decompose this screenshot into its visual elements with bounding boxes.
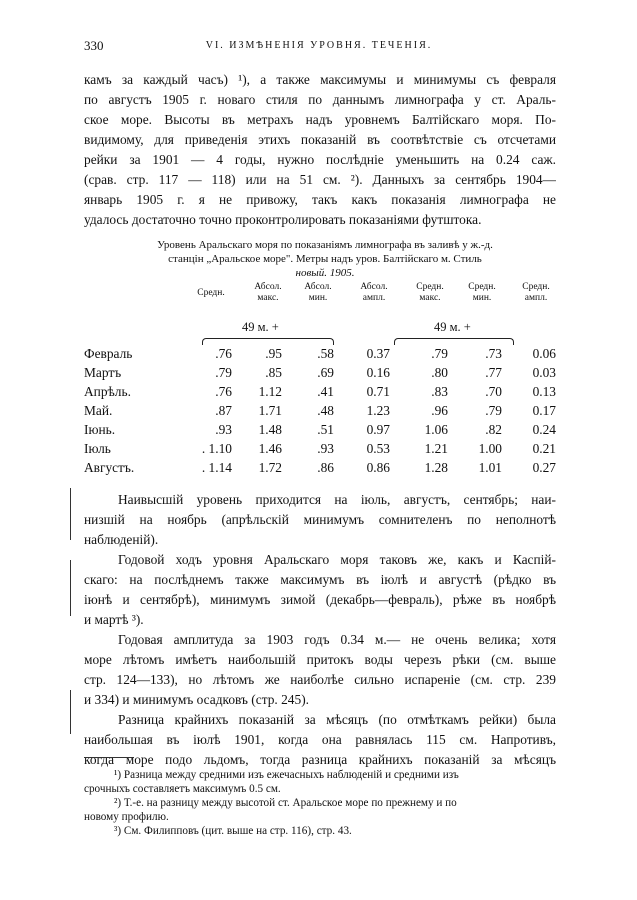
row-month-label: Апрѣль. bbox=[84, 384, 131, 399]
intro-line: январь 1905 г. я не привожу, такъ какъ показанія лимнографа не bbox=[84, 192, 556, 207]
footnotes bbox=[84, 768, 556, 838]
intro-line: рейки за 1901 — 4 годы, нужно послѣдніе уменьшить на 0.24 саж. bbox=[84, 152, 556, 167]
intro-line: ское море. Высоты въ метрахъ надъ уровнемъ Балтійскаго моря. По- bbox=[84, 112, 556, 127]
margin-mark bbox=[70, 488, 71, 540]
intro-line: по августъ 1905 г. новаго стиля по даннымъ лимнографа у ст. Араль- bbox=[84, 92, 556, 107]
row-month-label: Мартъ bbox=[84, 365, 122, 380]
body-line: и 334) и минимумъ осадковъ (стр. 245). bbox=[84, 692, 310, 707]
table-cell: .79 bbox=[431, 346, 448, 361]
table-cell: .79 bbox=[215, 365, 232, 380]
body-line: Разница крайнихъ показаній за мѣсяцъ (по отмѣткамъ рейки) была bbox=[118, 712, 556, 727]
table-cell: .73 bbox=[485, 346, 502, 361]
body-line: море лѣтомъ имѣетъ наибольшій притокъ воды черезъ рѣки (см. выше bbox=[84, 652, 556, 667]
table-cell: 0.27 bbox=[532, 460, 556, 475]
caption-line: станцін „Аральское море". Метры надъ уров. Балтійскаго м. Стиль bbox=[168, 253, 482, 265]
table-cell: 1.12 bbox=[258, 384, 282, 399]
footnote-line: ¹) Разница между средними изъ ежечасныхъ наблюденій и средними изъ bbox=[114, 769, 459, 781]
body-line: когда море подо льдомъ, тогда разница крайнихъ показаній за мѣсяцъ bbox=[84, 752, 556, 767]
col-header-mean: Средн. bbox=[197, 288, 225, 298]
table-cell: 1.48 bbox=[258, 422, 282, 437]
table-cell: . 1.10 bbox=[201, 441, 232, 456]
body-line: Наивысшій уровень приходится на іюль, августъ, сентябрь; наи- bbox=[118, 492, 556, 507]
table-cell: 1.46 bbox=[258, 441, 282, 456]
table-cell: .79 bbox=[485, 403, 502, 418]
table-cell: .76 bbox=[215, 384, 232, 399]
body-line: стр. 124—133), но лѣтомъ же наиболѣе сильно испареніе (см. стр. 239 bbox=[84, 672, 556, 687]
table-cell: .41 bbox=[317, 384, 334, 399]
footnote-line: ²) Т.-е. на разницу между высотой ст. Аральское море по прежнему и по bbox=[114, 797, 457, 809]
brace-left bbox=[202, 338, 334, 345]
table-cell: .77 bbox=[485, 365, 502, 380]
footnote-line: срочныхъ составляетъ максимумъ 0.5 см. bbox=[84, 783, 281, 795]
row-month-label: Май. bbox=[84, 403, 113, 418]
footnote-rule bbox=[84, 757, 134, 758]
table-cell: .48 bbox=[317, 403, 334, 418]
table-cell: .70 bbox=[485, 384, 502, 399]
brace-right bbox=[394, 338, 514, 345]
body-line: и мартѣ ³). bbox=[84, 612, 144, 627]
table-cell: 0.16 bbox=[366, 365, 390, 380]
col-header-abs-max: Абсол. макс. bbox=[254, 282, 282, 303]
col-header-abs-ampl: Абсол. ампл. bbox=[360, 282, 388, 303]
table-cell: 0.17 bbox=[532, 403, 556, 418]
intro-line: камъ за каждый часъ) ¹), а также максимумы и минимумы съ февраля bbox=[84, 72, 556, 87]
col-header-mean-min: Средн. мин. bbox=[468, 282, 496, 303]
page-number: 330 bbox=[84, 38, 104, 53]
row-month-label: Іюнь. bbox=[84, 422, 116, 437]
base-level-right: 49 м. + bbox=[434, 320, 471, 334]
table-cell: .85 bbox=[265, 365, 282, 380]
table-cell: .82 bbox=[485, 422, 502, 437]
body-line: Годовой ходъ уровня Аральскаго моря таковъ же, какъ и Каспій- bbox=[118, 552, 556, 567]
margin-mark bbox=[70, 690, 71, 734]
table-cell: 0.97 bbox=[366, 422, 390, 437]
table-cell: 0.37 bbox=[366, 346, 390, 361]
body-line: наибольшая въ іюлѣ 1901, когда она равнялась 115 см. Напротивъ, bbox=[84, 732, 556, 747]
col-header-mean-max: Средн. макс. bbox=[416, 282, 444, 303]
table-cell: 1.06 bbox=[424, 422, 448, 437]
table-cell: .96 bbox=[431, 403, 448, 418]
table-cell: .86 bbox=[317, 460, 334, 475]
table-cell: .83 bbox=[431, 384, 448, 399]
running-title: VI. ИЗМѢНЕНІЯ УРОВНЯ. ТЕЧЕНІЯ. bbox=[205, 40, 433, 51]
body-line: наблюденій). bbox=[84, 532, 159, 547]
caption-line: Уровень Аральскаго моря по показаніямъ лимнографа въ заливѣ у ж.-д. bbox=[157, 239, 493, 251]
footnote-line: новому профилю. bbox=[84, 811, 169, 823]
col-header-abs-min: Абсол. мин. bbox=[304, 282, 332, 303]
body-text bbox=[84, 490, 556, 770]
body-line: низшій на ноябрь (апрѣльскій минимумъ сомнителенъ по неполнотѣ bbox=[84, 512, 556, 527]
table-cell: 0.86 bbox=[366, 460, 390, 475]
table-cell: .93 bbox=[215, 422, 232, 437]
table-cell: 1.01 bbox=[478, 460, 502, 475]
table-cell: 0.06 bbox=[532, 346, 556, 361]
row-month-label: Февраль bbox=[84, 346, 133, 361]
body-line: Годовая амплитуда за 1903 годъ 0.34 м.— не очень велика; хотя bbox=[118, 632, 556, 647]
table-cell: 0.13 bbox=[532, 384, 556, 399]
table-cell: .93 bbox=[317, 441, 334, 456]
caption-line: новый. 1905. bbox=[295, 267, 355, 279]
table-cell: .69 bbox=[317, 365, 334, 380]
table-cell: 1.71 bbox=[258, 403, 282, 418]
col-header-mean-ampl: Средн. ампл. bbox=[522, 282, 550, 303]
body-line: скаго: на послѣднемъ также максимумъ въ іюлѣ и августѣ (рѣдко въ bbox=[84, 572, 556, 587]
intro-line: видимому, для приведенія этихъ показаній въ соотвѣтствіе съ отсчетами bbox=[84, 132, 556, 147]
table-cell: 1.21 bbox=[424, 441, 448, 456]
table-cell: .51 bbox=[317, 422, 334, 437]
table-cell: 0.71 bbox=[366, 384, 390, 399]
footnote-line: ³) См. Филипповъ (цит. выше на стр. 116), стр. 43. bbox=[114, 825, 352, 837]
body-line: іюнѣ и сентябрѣ), минимумъ зимой (декабрь—февраль), рѣже въ ноябрѣ bbox=[84, 592, 556, 607]
table-cell: .87 bbox=[215, 403, 232, 418]
row-month-label: Августъ. bbox=[84, 460, 135, 475]
table-cell: 0.24 bbox=[532, 422, 556, 437]
table-cell: . 1.14 bbox=[201, 460, 232, 475]
row-month-label: Іюль bbox=[84, 441, 111, 456]
table-cell: .76 bbox=[215, 346, 232, 361]
table-cell: 1.28 bbox=[424, 460, 448, 475]
table-cell: 1.00 bbox=[478, 441, 502, 456]
table-cell: 0.03 bbox=[532, 365, 556, 380]
intro-paragraph bbox=[84, 70, 556, 230]
base-level-left: 49 м. + bbox=[242, 320, 279, 334]
table-cell: 1.23 bbox=[366, 403, 390, 418]
table-cell: 0.21 bbox=[532, 441, 556, 456]
intro-line: (срав. стр. 117 — 118) или на 51 см. ²). Данныхъ за сентябрь 1904— bbox=[84, 172, 556, 187]
table-cell: .58 bbox=[317, 346, 334, 361]
table-caption bbox=[110, 238, 540, 280]
intro-line: удалось достаточно точно проконтролировать показаніями футштока. bbox=[84, 212, 482, 227]
table-cell: 0.53 bbox=[366, 441, 390, 456]
margin-mark bbox=[70, 560, 71, 616]
table-cell: .95 bbox=[265, 346, 282, 361]
table-cell: .80 bbox=[431, 365, 448, 380]
table-cell: 1.72 bbox=[258, 460, 282, 475]
